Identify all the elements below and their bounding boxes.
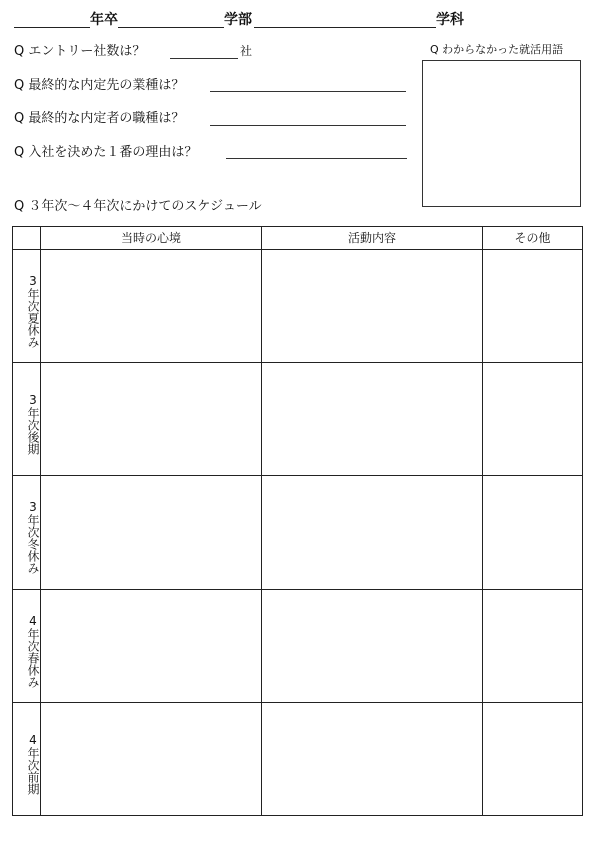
row-label-autumn-3: 3年次後期 <box>26 393 40 455</box>
cell-activities-row2[interactable] <box>262 363 482 475</box>
question-reason: Q 入社を決めた１番の理由は？ <box>14 145 198 160</box>
schedule-table <box>12 226 583 816</box>
row-label-winter-3: 3年次冬休み <box>26 500 40 574</box>
graduation-year-label: 年卒 <box>90 12 118 28</box>
industry-field[interactable] <box>210 91 406 92</box>
schedule-label: Q ３年次〜４年次にかけてのスケジュール <box>14 199 262 214</box>
cell-feelings-row2[interactable] <box>41 363 261 475</box>
column-header-other: その他 <box>514 231 551 245</box>
entry-count-suffix: 社 <box>240 44 253 58</box>
row-label-summer-3: 3年次夏休み <box>26 274 40 348</box>
cell-other-row1[interactable] <box>483 250 582 362</box>
cell-other-row3[interactable] <box>483 476 582 589</box>
department-blank[interactable] <box>254 27 436 28</box>
question-entry-count: Q エントリー社数は？ <box>14 44 146 59</box>
question-job-type: Q 最終的な内定者の職種は？ <box>14 111 185 126</box>
cell-feelings-row1[interactable] <box>41 250 261 362</box>
cell-activities-row1[interactable] <box>262 250 482 362</box>
department-label: 学科 <box>436 12 464 28</box>
row-label-spring-4: 4年次春休み <box>26 614 40 688</box>
glossary-label: Q わからなかった就活用語 <box>430 43 564 56</box>
question-industry: Q 最終的な内定先の業種は？ <box>14 78 185 93</box>
column-header-activities: 活動内容 <box>347 231 396 245</box>
cell-activities-row3[interactable] <box>262 476 482 589</box>
cell-other-row4[interactable] <box>483 590 582 702</box>
cell-feelings-row3[interactable] <box>41 476 261 589</box>
cell-other-row2[interactable] <box>483 363 582 475</box>
faculty-label: 学部 <box>224 12 252 28</box>
glossary-box[interactable] <box>422 60 581 207</box>
column-header-feelings: 当時の心境 <box>120 231 181 245</box>
entry-count-field[interactable] <box>170 58 238 59</box>
row-label-first-term-4: 4年次前期 <box>26 733 40 795</box>
graduation-year-blank[interactable] <box>14 27 90 28</box>
reason-field[interactable] <box>226 158 407 159</box>
cell-feelings-row4[interactable] <box>41 590 261 702</box>
cell-other-row5[interactable] <box>483 703 582 815</box>
cell-activities-row5[interactable] <box>262 703 482 815</box>
cell-feelings-row5[interactable] <box>41 703 261 815</box>
cell-activities-row4[interactable] <box>262 590 482 702</box>
faculty-blank[interactable] <box>118 27 224 28</box>
job-type-field[interactable] <box>210 125 406 126</box>
